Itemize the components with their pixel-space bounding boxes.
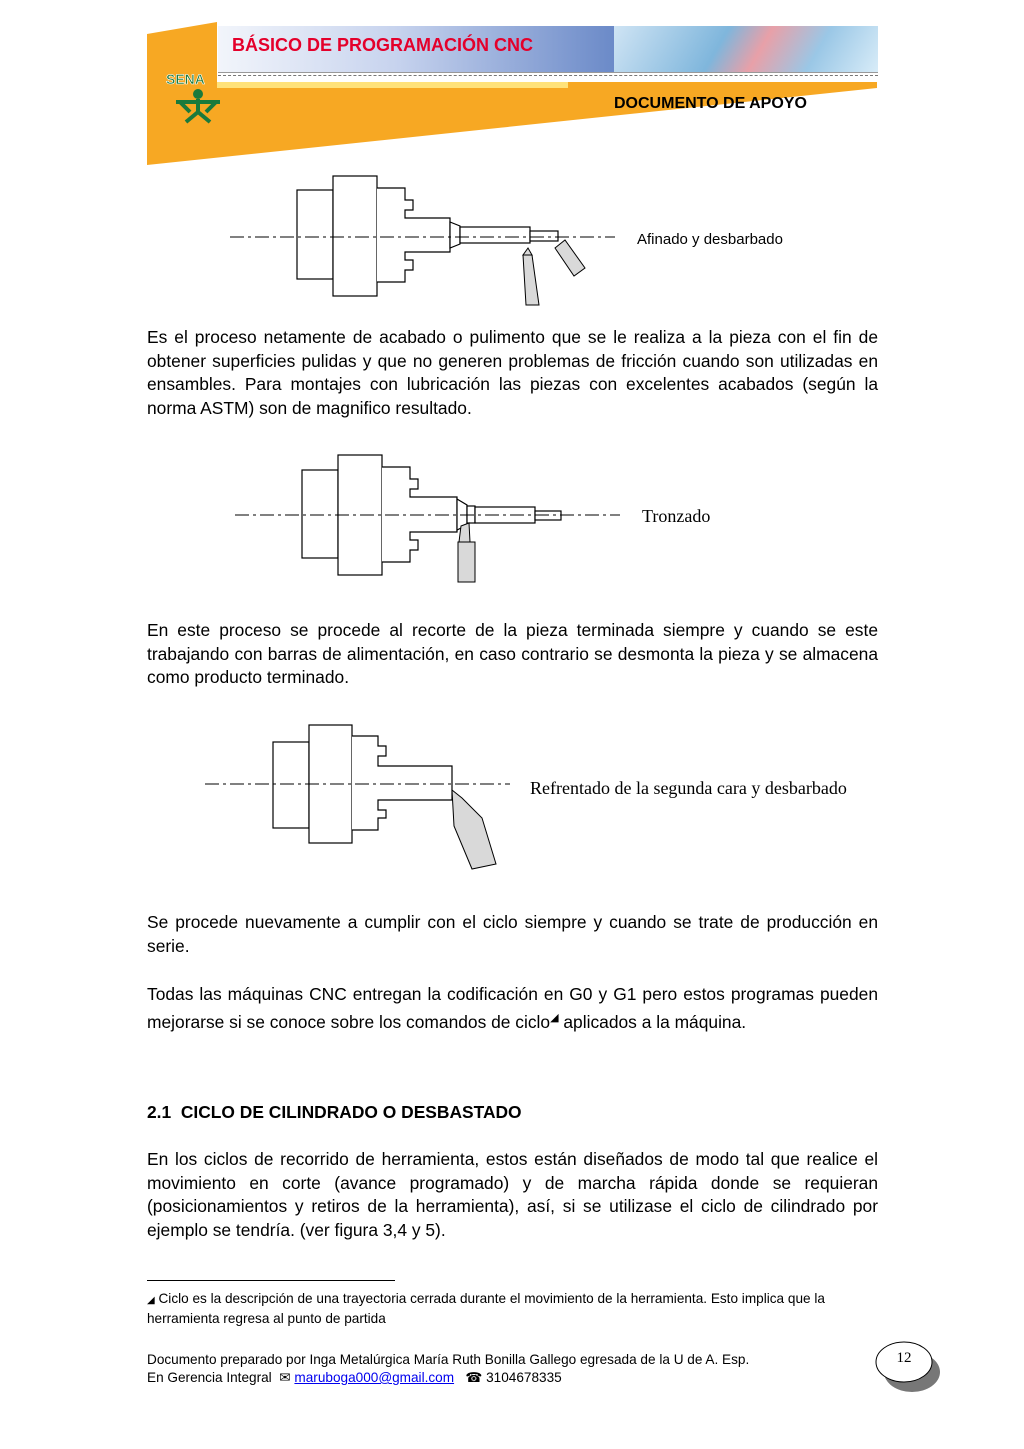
paragraph-maquinas-cnc-text-end: aplicados a la máquina.	[563, 1011, 747, 1032]
section-title: CICLO DE CILINDRADO O DESBASTADO	[180, 1102, 522, 1122]
footer-author-line: Documento preparado por Inga Metalúrgica María Ruth Bonilla Gallego egresada de la U de A. Esp.	[147, 1352, 750, 1367]
footnote-text: Ciclo es la descripción de una trayectoria cerrada durante el movimiento de la herramienta. Esto implica que la herramienta regresa al punto de partida	[147, 1291, 825, 1326]
page-number: 12	[896, 1350, 912, 1366]
paragraph-tronzado: En este proceso se procede al recorte de la pieza terminada siempre y cuando se este trabajando con barras de alimentación, en caso contrario se desmonta la pieza y se almacena como producto terminado.	[147, 620, 878, 688]
footer-phone: 3104678335	[486, 1370, 562, 1385]
document-title: BÁSICO DE PROGRAMACIÓN CNC	[232, 35, 534, 55]
figure-refrentado-diagram	[200, 718, 520, 873]
paragraph-maquinas-cnc-text: Todas las máquinas CNC entregan la codificación en G0 y G1 pero estos programas pueden mejorarse si se conoce sobre los comandos de ciclo	[147, 984, 878, 1032]
page-number-badge	[872, 1338, 944, 1398]
footnote-marker-icon: ◢	[147, 1295, 155, 1306]
figure-afinado-diagram	[225, 170, 625, 310]
paragraph-maquinas-cnc	[147, 983, 878, 1034]
header-divider	[218, 72, 878, 73]
footer-specialization: En Gerencia Integral	[147, 1370, 272, 1385]
footer-contact-line	[147, 1369, 867, 1387]
sena-logo-text: SENA	[166, 71, 205, 87]
section-heading	[147, 1102, 522, 1123]
figure-caption-refrentado: Refrentado de la segunda cara y desbarbado	[530, 778, 847, 798]
figure-caption-afinado: Afinado y desbarbado	[637, 231, 783, 248]
footnote-divider	[147, 1280, 395, 1281]
header-keyboard-photo	[614, 26, 878, 72]
footnote-reference-icon[interactable]: ◢	[550, 1011, 559, 1024]
header-divider-dashed	[218, 75, 878, 76]
sena-logo	[162, 62, 234, 124]
footer-email-link[interactable]: maruboga000@gmail.com	[294, 1370, 455, 1385]
phone-icon: ☎	[465, 1370, 483, 1385]
section-number: 2.1	[147, 1102, 172, 1122]
paragraph-produccion-serie: Se procede nuevamente a cumplir con el ciclo siempre y cuando se trate de producción en serie.	[147, 912, 878, 956]
page-footer	[147, 1351, 867, 1387]
footnote	[147, 1290, 878, 1328]
paragraph-ciclos-recorrido: En los ciclos de recorrido de herramienta, estos están diseñados de modo tal que realice el movimiento en corte (avance programado) y de marcha rápida donde se requieran (posicionamientos y retiros de la herramienta), así, si se utilizase el ciclo de cilindrado por ejemplo se tendría. (ver figura 3,4 y 5).	[147, 1149, 878, 1240]
document-subtitle: DOCUMENTO DE APOYO	[614, 95, 807, 112]
figure-caption-tronzado: Tronzado	[642, 506, 711, 526]
email-icon: ✉	[279, 1370, 291, 1385]
paragraph-afinado: Es el proceso netamente de acabado o pulimento que se le realiza a la pieza con el fin de obtener superficies pulidas y que no generen problemas de fricción cuando son utilizadas en ensambles. Para montajes con lubricación las piezas con excelentes acabados (según la norma ASTM) son de magnifico resultado.	[147, 327, 878, 418]
figure-tronzado-diagram	[230, 450, 630, 590]
